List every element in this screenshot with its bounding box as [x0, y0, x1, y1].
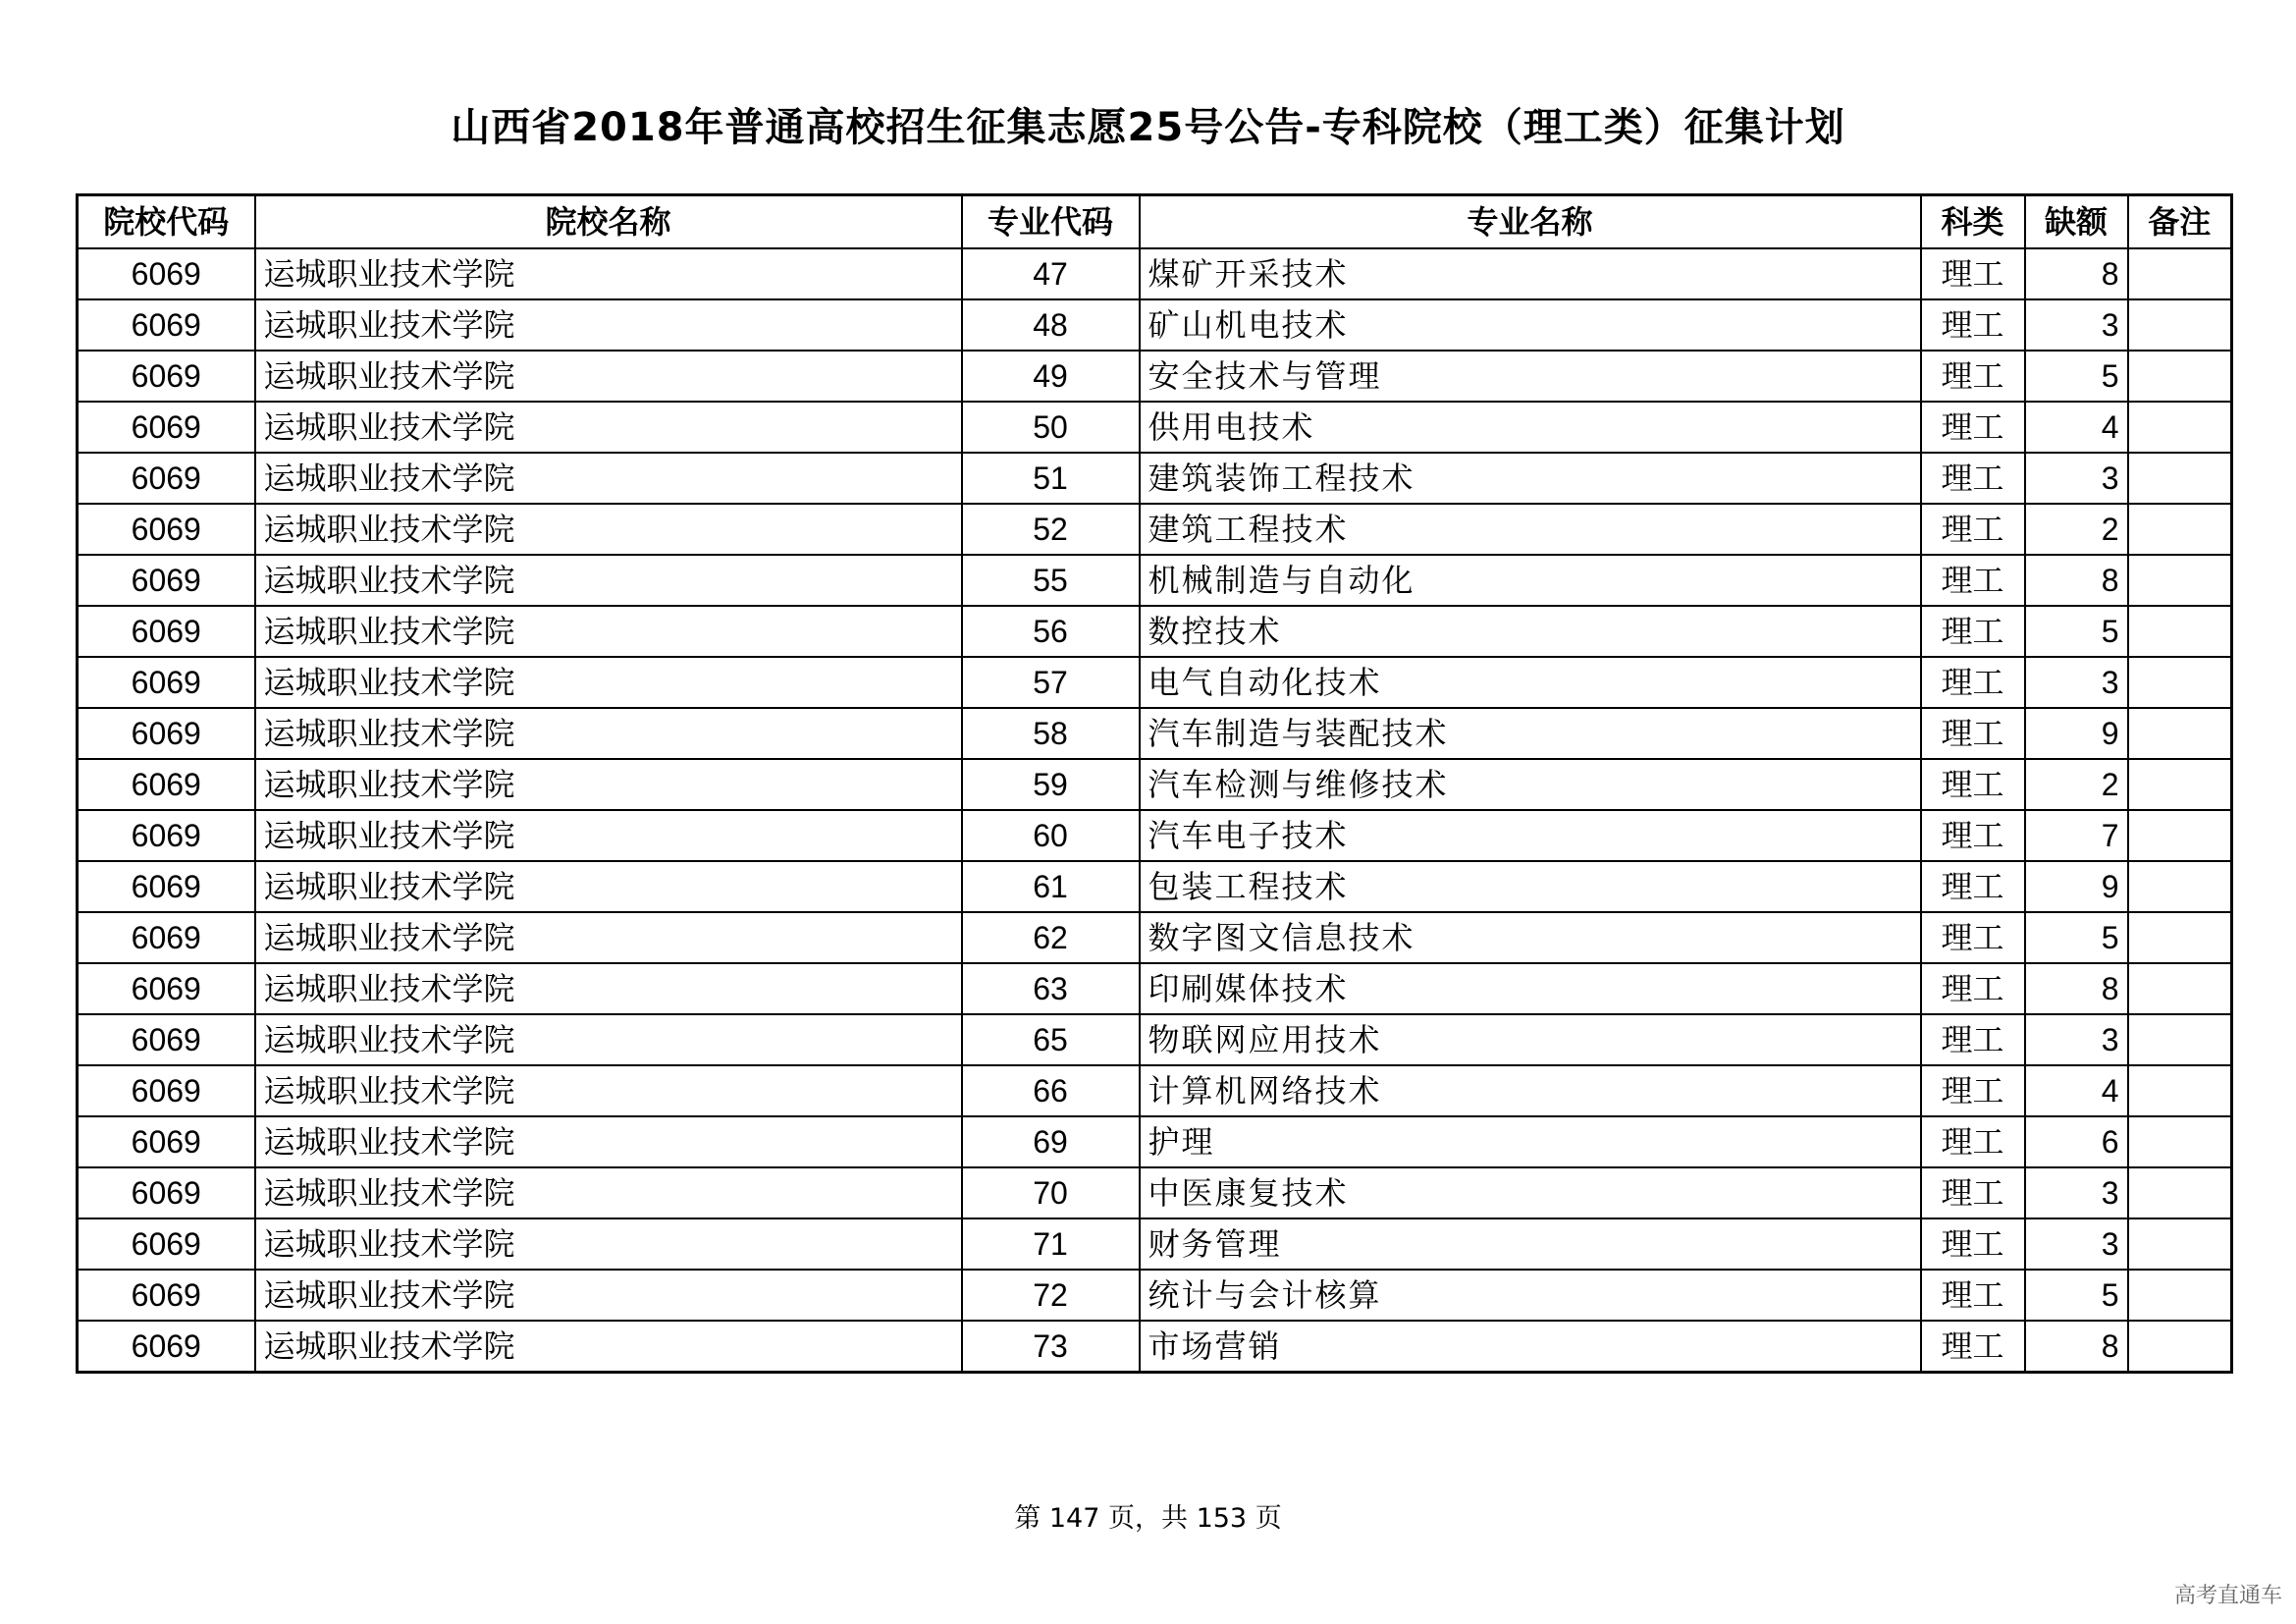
- cell-major-code: 72: [962, 1270, 1140, 1321]
- cell-school-code: 6069: [78, 606, 255, 657]
- cell-vacancy: 3: [2025, 453, 2128, 504]
- cell-school-name: 运城职业技术学院: [255, 1065, 962, 1116]
- cell-major-name: 安全技术与管理: [1140, 351, 1921, 402]
- cell-vacancy: 3: [2025, 657, 2128, 708]
- cell-category: 理工: [1921, 810, 2025, 861]
- table-row: [78, 606, 2232, 657]
- cell-major-code: 59: [962, 759, 1140, 810]
- cell-school-name: 运城职业技术学院: [255, 504, 962, 555]
- watermark: 高考直通车: [2173, 1584, 2282, 1608]
- cell-note: [2128, 708, 2232, 759]
- table-row: [78, 759, 2232, 810]
- cell-vacancy: 2: [2025, 759, 2128, 810]
- cell-major-code: 71: [962, 1218, 1140, 1270]
- table-header-row: [78, 195, 2232, 249]
- cell-major-name: 计算机网络技术: [1140, 1065, 1921, 1116]
- plan-table: [76, 193, 2233, 1374]
- cell-school-code: 6069: [78, 810, 255, 861]
- cell-note: [2128, 912, 2232, 963]
- table-row: [78, 351, 2232, 402]
- cell-category: 理工: [1921, 1270, 2025, 1321]
- cell-vacancy: 8: [2025, 248, 2128, 299]
- cell-major-code: 56: [962, 606, 1140, 657]
- header-category: 科类: [1921, 195, 2025, 249]
- cell-category: 理工: [1921, 453, 2025, 504]
- cell-major-code: 47: [962, 248, 1140, 299]
- cell-school-name: 运城职业技术学院: [255, 912, 962, 963]
- cell-major-code: 52: [962, 504, 1140, 555]
- table-row: [78, 708, 2232, 759]
- cell-vacancy: 9: [2025, 861, 2128, 912]
- cell-major-name: 汽车制造与装配技术: [1140, 708, 1921, 759]
- cell-major-code: 61: [962, 861, 1140, 912]
- table-row: [78, 248, 2232, 299]
- cell-school-code: 6069: [78, 1218, 255, 1270]
- cell-category: 理工: [1921, 504, 2025, 555]
- cell-school-name: 运城职业技术学院: [255, 1270, 962, 1321]
- cell-school-name: 运城职业技术学院: [255, 1321, 962, 1373]
- table-row: [78, 1014, 2232, 1065]
- cell-school-code: 6069: [78, 402, 255, 453]
- cell-vacancy: 3: [2025, 299, 2128, 351]
- cell-major-name: 物联网应用技术: [1140, 1014, 1921, 1065]
- cell-note: [2128, 1218, 2232, 1270]
- cell-school-name: 运城职业技术学院: [255, 1014, 962, 1065]
- cell-major-name: 煤矿开采技术: [1140, 248, 1921, 299]
- cell-school-name: 运城职业技术学院: [255, 861, 962, 912]
- cell-major-name: 统计与会计核算: [1140, 1270, 1921, 1321]
- cell-note: [2128, 606, 2232, 657]
- cell-major-code: 48: [962, 299, 1140, 351]
- cell-school-code: 6069: [78, 708, 255, 759]
- cell-note: [2128, 555, 2232, 606]
- cell-school-name: 运城职业技术学院: [255, 1218, 962, 1270]
- cell-school-code: 6069: [78, 453, 255, 504]
- cell-vacancy: 5: [2025, 351, 2128, 402]
- cell-school-name: 运城职业技术学院: [255, 657, 962, 708]
- header-school-name: 院校名称: [255, 195, 962, 249]
- cell-category: 理工: [1921, 299, 2025, 351]
- cell-category: 理工: [1921, 861, 2025, 912]
- cell-note: [2128, 810, 2232, 861]
- table-row: [78, 1270, 2232, 1321]
- table-row: [78, 1321, 2232, 1373]
- table-row: [78, 1218, 2232, 1270]
- cell-school-code: 6069: [78, 1167, 255, 1218]
- cell-major-code: 49: [962, 351, 1140, 402]
- cell-vacancy: 3: [2025, 1167, 2128, 1218]
- cell-school-name: 运城职业技术学院: [255, 759, 962, 810]
- cell-school-code: 6069: [78, 1270, 255, 1321]
- table-row: [78, 963, 2232, 1014]
- cell-vacancy: 6: [2025, 1116, 2128, 1167]
- cell-category: 理工: [1921, 1218, 2025, 1270]
- cell-vacancy: 3: [2025, 1014, 2128, 1065]
- table-row: [78, 912, 2232, 963]
- cell-major-code: 65: [962, 1014, 1140, 1065]
- cell-major-name: 建筑工程技术: [1140, 504, 1921, 555]
- cell-major-name: 数字图文信息技术: [1140, 912, 1921, 963]
- cell-note: [2128, 402, 2232, 453]
- header-vacancy: 缺额: [2025, 195, 2128, 249]
- cell-school-code: 6069: [78, 1321, 255, 1373]
- cell-major-code: 55: [962, 555, 1140, 606]
- cell-major-code: 63: [962, 963, 1140, 1014]
- cell-major-code: 58: [962, 708, 1140, 759]
- cell-vacancy: 8: [2025, 963, 2128, 1014]
- table-row: [78, 504, 2232, 555]
- cell-school-name: 运城职业技术学院: [255, 453, 962, 504]
- table-row: [78, 861, 2232, 912]
- cell-category: 理工: [1921, 963, 2025, 1014]
- cell-category: 理工: [1921, 606, 2025, 657]
- cell-category: 理工: [1921, 248, 2025, 299]
- cell-school-code: 6069: [78, 861, 255, 912]
- cell-note: [2128, 657, 2232, 708]
- cell-school-name: 运城职业技术学院: [255, 1167, 962, 1218]
- cell-school-code: 6069: [78, 759, 255, 810]
- cell-vacancy: 4: [2025, 402, 2128, 453]
- cell-major-code: 66: [962, 1065, 1140, 1116]
- cell-note: [2128, 248, 2232, 299]
- cell-note: [2128, 963, 2232, 1014]
- cell-note: [2128, 453, 2232, 504]
- header-major-code: 专业代码: [962, 195, 1140, 249]
- table-row: [78, 1065, 2232, 1116]
- cell-note: [2128, 1014, 2232, 1065]
- table-row: [78, 453, 2232, 504]
- cell-school-name: 运城职业技术学院: [255, 606, 962, 657]
- cell-note: [2128, 1270, 2232, 1321]
- cell-school-name: 运城职业技术学院: [255, 299, 962, 351]
- cell-note: [2128, 1116, 2232, 1167]
- table-row: [78, 1116, 2232, 1167]
- cell-school-code: 6069: [78, 504, 255, 555]
- cell-major-name: 矿山机电技术: [1140, 299, 1921, 351]
- cell-school-code: 6069: [78, 912, 255, 963]
- page-title: 山西省2018年普通高校招生征集志愿25号公告-专科院校（理工类）征集计划: [451, 105, 1845, 150]
- cell-major-name: 数控技术: [1140, 606, 1921, 657]
- table-row: [78, 657, 2232, 708]
- cell-school-name: 运城职业技术学院: [255, 1116, 962, 1167]
- cell-major-code: 57: [962, 657, 1140, 708]
- cell-category: 理工: [1921, 1116, 2025, 1167]
- cell-major-name: 供用电技术: [1140, 402, 1921, 453]
- cell-major-name: 印刷媒体技术: [1140, 963, 1921, 1014]
- cell-major-code: 51: [962, 453, 1140, 504]
- cell-vacancy: 9: [2025, 708, 2128, 759]
- cell-school-name: 运城职业技术学院: [255, 555, 962, 606]
- table-row: [78, 299, 2232, 351]
- cell-school-code: 6069: [78, 351, 255, 402]
- cell-major-name: 中医康复技术: [1140, 1167, 1921, 1218]
- header-major-name: 专业名称: [1140, 195, 1921, 249]
- cell-major-code: 50: [962, 402, 1140, 453]
- cell-school-name: 运城职业技术学院: [255, 248, 962, 299]
- cell-major-code: 62: [962, 912, 1140, 963]
- cell-major-code: 70: [962, 1167, 1140, 1218]
- page-footer: 第 147 页，共 153 页: [1014, 1503, 1282, 1534]
- cell-vacancy: 8: [2025, 555, 2128, 606]
- cell-school-code: 6069: [78, 657, 255, 708]
- cell-category: 理工: [1921, 1321, 2025, 1373]
- table-body: [78, 248, 2232, 1373]
- cell-vacancy: 7: [2025, 810, 2128, 861]
- cell-category: 理工: [1921, 1014, 2025, 1065]
- cell-note: [2128, 1065, 2232, 1116]
- cell-school-code: 6069: [78, 248, 255, 299]
- cell-category: 理工: [1921, 402, 2025, 453]
- cell-category: 理工: [1921, 657, 2025, 708]
- table-row: [78, 555, 2232, 606]
- cell-category: 理工: [1921, 912, 2025, 963]
- cell-major-code: 60: [962, 810, 1140, 861]
- cell-major-name: 市场营销: [1140, 1321, 1921, 1373]
- cell-vacancy: 8: [2025, 1321, 2128, 1373]
- table-row: [78, 1167, 2232, 1218]
- cell-vacancy: 5: [2025, 606, 2128, 657]
- cell-major-name: 汽车检测与维修技术: [1140, 759, 1921, 810]
- table-row: [78, 402, 2232, 453]
- cell-major-name: 护理: [1140, 1116, 1921, 1167]
- cell-school-name: 运城职业技术学院: [255, 810, 962, 861]
- cell-major-name: 机械制造与自动化: [1140, 555, 1921, 606]
- cell-vacancy: 5: [2025, 912, 2128, 963]
- cell-school-code: 6069: [78, 1116, 255, 1167]
- header-note: 备注: [2128, 195, 2232, 249]
- cell-note: [2128, 1167, 2232, 1218]
- cell-note: [2128, 1321, 2232, 1373]
- cell-category: 理工: [1921, 555, 2025, 606]
- cell-vacancy: 4: [2025, 1065, 2128, 1116]
- cell-school-code: 6069: [78, 1014, 255, 1065]
- cell-major-name: 汽车电子技术: [1140, 810, 1921, 861]
- cell-school-name: 运城职业技术学院: [255, 708, 962, 759]
- cell-major-name: 包装工程技术: [1140, 861, 1921, 912]
- cell-note: [2128, 861, 2232, 912]
- cell-major-name: 财务管理: [1140, 1218, 1921, 1270]
- cell-vacancy: 2: [2025, 504, 2128, 555]
- cell-category: 理工: [1921, 759, 2025, 810]
- cell-vacancy: 5: [2025, 1270, 2128, 1321]
- table-row: [78, 810, 2232, 861]
- cell-vacancy: 3: [2025, 1218, 2128, 1270]
- cell-school-code: 6069: [78, 1065, 255, 1116]
- cell-category: 理工: [1921, 1065, 2025, 1116]
- cell-school-name: 运城职业技术学院: [255, 351, 962, 402]
- cell-school-code: 6069: [78, 963, 255, 1014]
- cell-school-name: 运城职业技术学院: [255, 963, 962, 1014]
- cell-major-name: 电气自动化技术: [1140, 657, 1921, 708]
- cell-major-code: 73: [962, 1321, 1140, 1373]
- cell-major-code: 69: [962, 1116, 1140, 1167]
- cell-category: 理工: [1921, 351, 2025, 402]
- cell-note: [2128, 299, 2232, 351]
- cell-category: 理工: [1921, 1167, 2025, 1218]
- cell-note: [2128, 759, 2232, 810]
- cell-note: [2128, 504, 2232, 555]
- header-school-code: 院校代码: [78, 195, 255, 249]
- cell-school-code: 6069: [78, 555, 255, 606]
- cell-category: 理工: [1921, 708, 2025, 759]
- cell-major-name: 建筑装饰工程技术: [1140, 453, 1921, 504]
- cell-note: [2128, 351, 2232, 402]
- cell-school-name: 运城职业技术学院: [255, 402, 962, 453]
- cell-school-code: 6069: [78, 299, 255, 351]
